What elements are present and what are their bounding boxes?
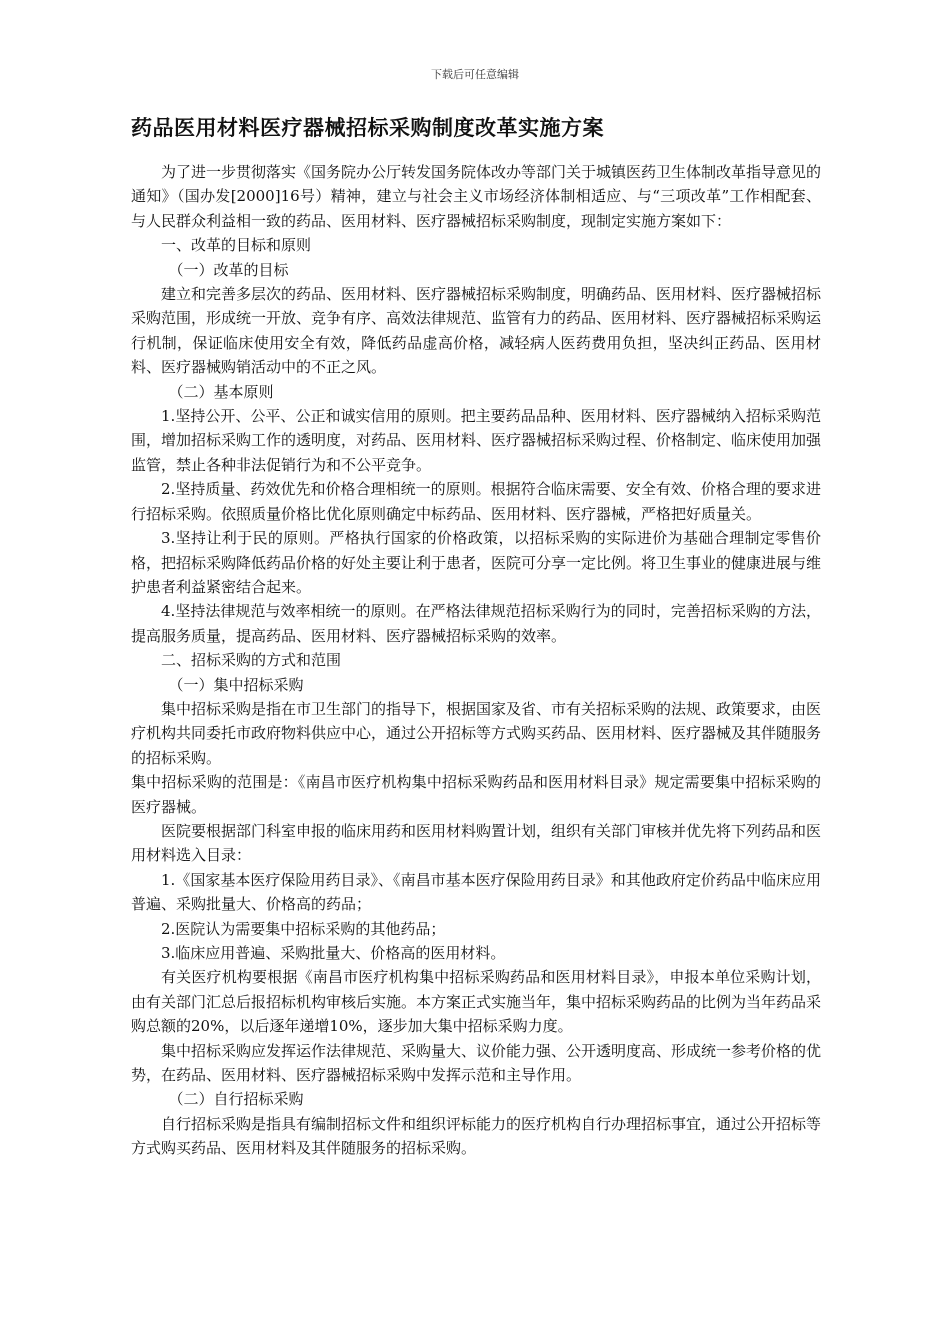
document-body — [131, 160, 821, 1161]
paragraph: （二）自行招标采购 — [168, 1090, 304, 1109]
paragraph: 4.坚持法律规范与效率相统一的原则。在严格法律规范招标采购行为的同时，完善招标采购的方法，提高服务质量，提高药品、医用材料、医疗器械招标采购的效率。 — [131, 602, 821, 645]
paragraph: 1.坚持公开、公平、公正和诚实信用的原则。把主要药品品种、医用材料、医疗器械纳入招标采购范围，增加招标采购工作的透明度，对药品、医用材料、医疗器械招标采购过程、价格制定、临床使用加强监管，禁止各种非法促销行为和不公平竞争。 — [131, 407, 822, 474]
document-title: 药品医用材料医疗器械招标采购制度改革实施方案 — [131, 115, 604, 140]
paragraph: 集中招标采购应发挥运作法律规范、采购量大、议价能力强、公开透明度高、形成统一参考价格的优势，在药品、医用材料、医疗器械招标采购中发挥示范和主导作用。 — [131, 1041, 822, 1085]
paragraph: 3.坚持让利于民的原则。严格执行国家的价格政策，以招标采购的实际进价为基础合理制定零售价格，把招标采购降低药品价格的好处主要让利于患者，医院可分享一定比例。将卫生事业的健康进展与维护患者利益紧密结合起来。 — [131, 529, 822, 596]
paragraph: 二、招标采购的方式和范围 — [161, 651, 342, 670]
paragraph: 为了进一步贯彻落实《国务院办公厅转发国务院体改办等部门关于城镇医药卫生体制改革指导意见的通知》（国办发[2000]16号）精神，建立与社会主义市场经济体制相适应、与“三项改革”工作相配套、与人民群众利益相一致的药品、医用材料、医疗器械招标采购制度，现制定实施方案如下： — [131, 163, 822, 230]
paragraph: 集中招标采购的范围是：《南昌市医疗机构集中招标采购药品和医用材料目录》规定需要集中招标采购的医疗器械。 — [131, 773, 821, 816]
page-header: 下载后可任意编辑 — [431, 68, 519, 81]
paragraph: （一）集中招标采购 — [168, 675, 304, 694]
paragraph: 建立和完善多层次的药品、医用材料、医疗器械招标采购制度，明确药品、医用材料、医疗器械招标采购范围，形成统一开放、竞争有序、高效法律规范、监管有力的药品、医用材料、医疗器械招标采购运行机制，保证临床使用安全有效，降低药品虚高价格，减轻病人医药费用负担，坚决纠正药品、医用材料、医疗器械购销活动中的不正之风。 — [131, 285, 822, 377]
paragraph: 3.临床应用普遍、采购批量大、价格高的医用材料。 — [161, 944, 506, 962]
paragraph: 自行招标采购是指具有编制招标文件和组织评标能力的医疗机构自行办理招标事宜，通过公开招标等方式购买药品、医用材料及其伴随服务的招标采购。 — [131, 1114, 822, 1158]
paragraph: 2.坚持质量、药效优先和价格合理相统一的原则。根据符合临床需要、安全有效、价格合理的要求进行招标采购。依照质量价格比优化原则确定中标药品、医用材料、医疗器械，严格把好质量关。 — [131, 480, 821, 523]
paragraph: 2.医院认为需要集中招标采购的其他药品； — [161, 919, 446, 938]
paragraph: 医院要根据部门科室申报的临床用药和医用材料购置计划，组织有关部门审核并优先将下列药品和医用材料选入目录： — [131, 821, 822, 865]
paragraph: 有关医疗机构要根据《南昌市医疗机构集中招标采购药品和医用材料目录》，申报本单位采购计划，由有关部门汇总后报招标机构审核后实施。本方案正式实施当年，集中招标采购药品的比例为当年药品采购总额的20%，以后逐年递增10%，逐步加大集中招标采购力度。 — [131, 968, 822, 1036]
paragraph: （二）基本原则 — [168, 382, 274, 401]
paragraph: 1.《国家基本医疗保险用药目录》、《南昌市基本医疗保险用药目录》和其他政府定价药品中临床应用普遍、采购批量大、价格高的药品； — [131, 870, 821, 914]
paragraph: （一）改革的目标 — [168, 260, 289, 279]
paragraph: 集中招标采购是指在市卫生部门的指导下，根据国家及省、市有关招标采购的法规、政策要求，由医疗机构共同委托市政府物料供应中心，通过公开招标等方式购买药品、医用材料、医疗器械及其伴随服务的招标采购。 — [131, 699, 822, 767]
paragraph: 一、改革的目标和原则 — [161, 236, 312, 255]
